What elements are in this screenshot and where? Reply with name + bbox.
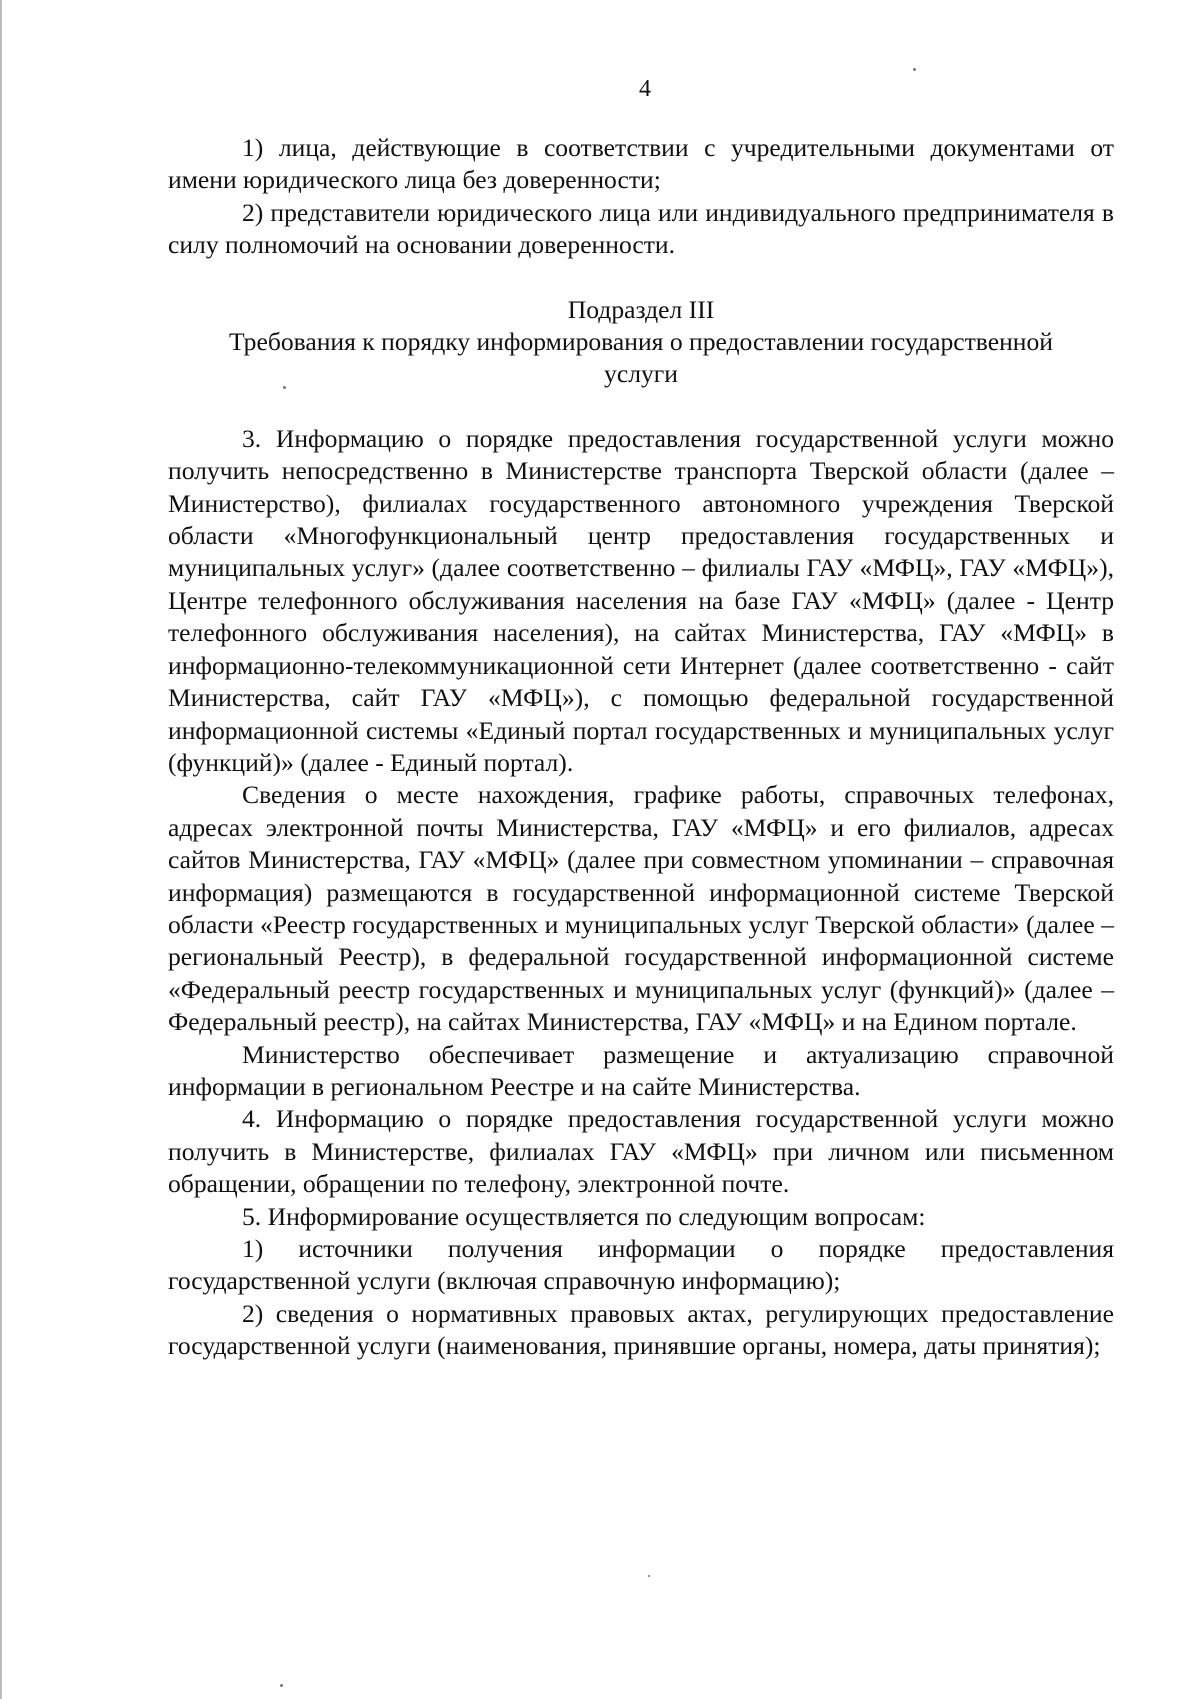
paragraph-item-5: 5. Информирование осуществляется по следующим вопросам: [242, 1201, 926, 1231]
scan-speck [648, 1575, 650, 1577]
paragraph-item-3: 3. Информацию о порядке предоставления государственной услуги можно получить непосредственно в Министерстве транспорта Тверской области (далее – Министерство), филиалах государственного автономного учреждения Тверской области «Многофункциональный центр предоставления государственных и муниципальных услуг» (далее соответственно – филиалы ГАУ «МФЦ», ГАУ «МФЦ»), Центре телефонного обслуживания населения на базе ГАУ «МФЦ» (далее - Центр телефонного обслуживания населения), на сайтах Министерства, ГАУ «МФЦ» в информационно-телекоммуникационной сети Интернет (далее соответственно - сайт Министерства, сайт ГАУ «МФЦ»), с помощью федеральной государственной информационной системы «Единый портал государственных и муниципальных услуг (функций)» (далее - Единый портал). [168, 423, 1114, 777]
paragraph-item-4: 4. Информацию о порядке предоставления государственной услуги можно получить в Министерстве, филиалах ГАУ «МФЦ» при личном или письменном обращении, обращении по телефону, электронной почте. [168, 1104, 1114, 1199]
list-item: 2) представители юридического лица или индивидуального предпринимателя в силу полномочий на основании доверенности. [168, 197, 1114, 260]
document-body [168, 132, 1114, 1363]
list-item: 1) источники получения информации о порядке предоставления государственной услуги (включая справочную информацию); [168, 1234, 1114, 1296]
section-title-line-1: Требования к порядку информирования о предоставлении государственной [229, 327, 1053, 357]
scan-speck [283, 386, 286, 389]
list-item: 1) лица, действующие в соответствии с учредительными документами от имени юридического лица без доверенности; [168, 133, 1114, 195]
paragraph-reference-info: Сведения о месте нахождения, графике работы, справочных телефонах, адресах электронной почты Министерства, ГАУ «МФЦ» и его филиалов, адресах сайтов Министерства, ГАУ «МФЦ» (далее при совместном упоминании – справочная информация) размещаются в государственной информационной системе Тверской области «Реестр государственных и муниципальных услуг Тверской области» (далее – региональный Реестр), в федеральной государственной информационной системе «Федеральный реестр государственных и муниципальных услуг (функций)» (далее – Федеральный реестр), на сайтах Министерства, ГАУ «МФЦ» и на Едином портале. [168, 780, 1114, 1037]
scan-speck [280, 1684, 283, 1687]
scan-edge [0, 0, 2, 1699]
paragraph-ministry-duties: Министерство обеспечивает размещение и актуализацию справочной информации в региональном Реестре и на сайте Министерства. [168, 1039, 1114, 1101]
section-title-line-2: услуги [604, 359, 678, 389]
scan-speck [913, 68, 916, 71]
section-label: Подраздел III [567, 294, 715, 324]
page-number: 4 [639, 76, 651, 102]
list-item: 2) сведения о нормативных правовых актах, регулирующих предоставление государственной услуги (наименования, принявшие органы, номера, даты принятия); [168, 1298, 1114, 1361]
